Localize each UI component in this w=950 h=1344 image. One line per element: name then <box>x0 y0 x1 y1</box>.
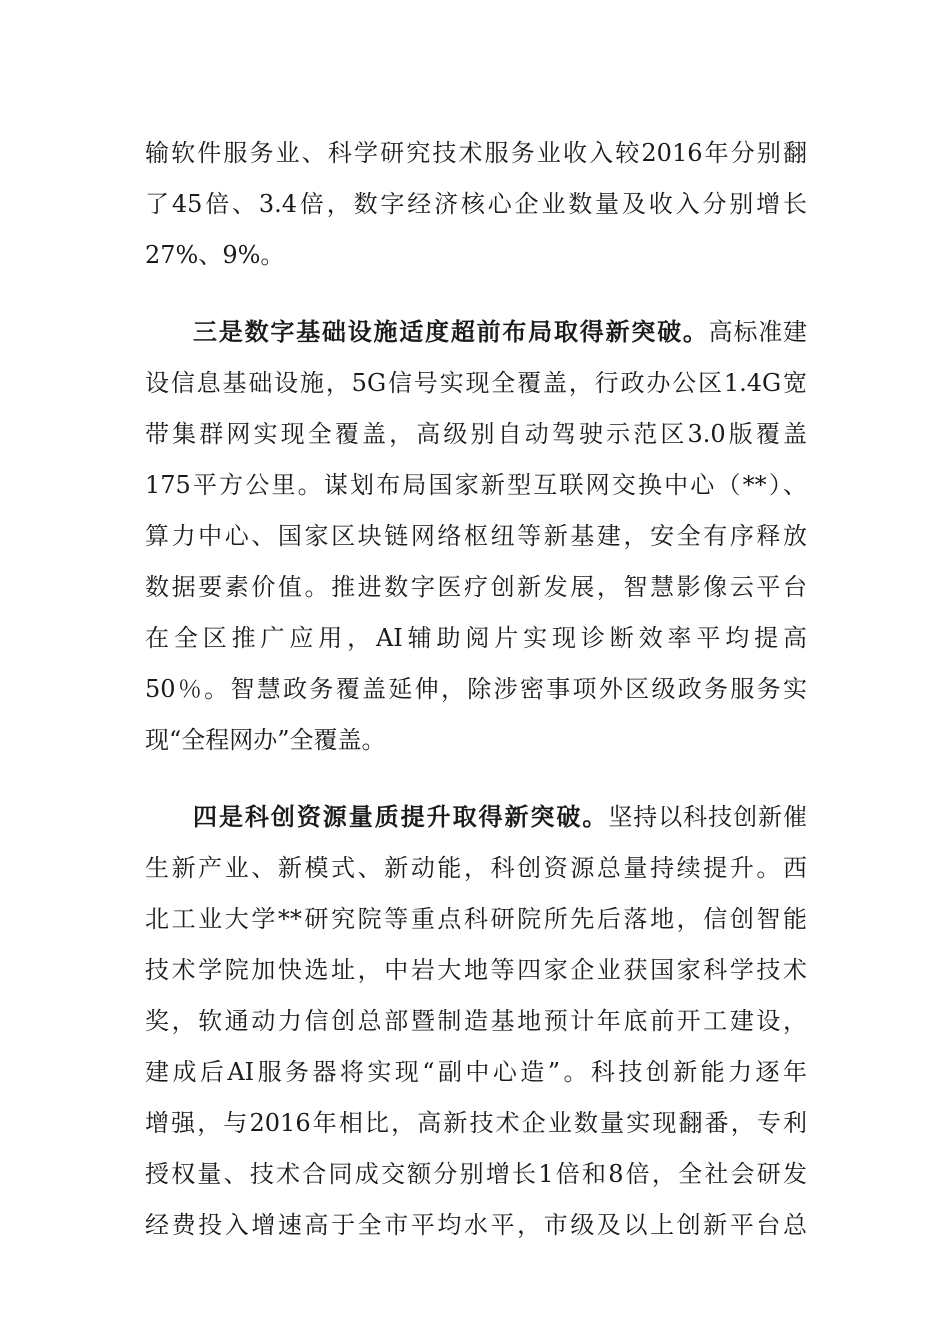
text-run: 坚持以科技创新催 <box>608 803 808 831</box>
text-line: 技术学院加快选址，中岩大地等四家企业获国家科学技术 <box>145 956 807 984</box>
text-line: 在全区推广应用，AI辅助阅片实现诊断效率平均提高 <box>145 624 807 652</box>
paragraph-spacer <box>145 766 807 792</box>
paragraph-spacer <box>145 281 807 307</box>
text-line: 经费投入增速高于全市平均水平，市级及以上创新平台总 <box>145 1211 807 1239</box>
text-line: 北工业大学**研究院等重点科研院所先后落地，信创智能 <box>145 905 807 933</box>
text-line: 奖，软通动力信创总部暨制造基地预计年底前开工建设， <box>145 1007 807 1035</box>
text-run: 高标准建 <box>708 318 808 346</box>
text-line: 带集群网实现全覆盖，高级别自动驾驶示范区3.0版覆盖 <box>145 420 807 448</box>
text-line: 27%、9%。 <box>145 241 285 269</box>
text-line: 50％。智慧政务覆盖延伸，除涉密事项外区级政务服务实 <box>145 675 807 703</box>
text-line: 现“全程网办”全覆盖。 <box>145 726 386 754</box>
paragraph-sci-tech-resources <box>145 792 807 1251</box>
text-line: 了45倍、3.4倍，数字经济核心企业数量及收入分别增长 <box>145 190 807 218</box>
text-line: 设信息基础设施，5G信号实现全覆盖，行政办公区1.4G宽 <box>145 369 807 397</box>
text-line: 175平方公里。谋划布局国家新型互联网交换中心（**）、 <box>145 471 807 499</box>
paragraph-digital-economy-continued <box>145 128 807 281</box>
text-line: 增强，与2016年相比，高新技术企业数量实现翻番，专利 <box>145 1109 807 1137</box>
text-line: 输软件服务业、科学研究技术服务业收入较2016年分别翻 <box>145 139 807 167</box>
text-line: 生新产业、新模式、新动能，科创资源总量持续提升。西 <box>145 854 807 882</box>
text-line: 授权量、技术合同成交额分别增长1倍和8倍，全社会研发 <box>145 1160 807 1188</box>
text-line <box>145 792 807 843</box>
text-line: 建成后AI服务器将实现“副中心造”。科技创新能力逐年 <box>145 1058 807 1086</box>
document-body <box>145 128 807 1251</box>
paragraph-heading: 四是科创资源量质提升取得新突破。 <box>193 803 609 831</box>
paragraph-heading: 三是数字基础设施适度超前布局取得新突破。 <box>193 318 709 346</box>
paragraph-digital-infrastructure <box>145 307 807 766</box>
text-line <box>145 307 807 358</box>
text-line: 数据要素价值。推进数字医疗创新发展，智慧影像云平台 <box>145 573 807 601</box>
text-line: 算力中心、国家区块链网络枢纽等新基建，安全有序释放 <box>145 522 807 550</box>
